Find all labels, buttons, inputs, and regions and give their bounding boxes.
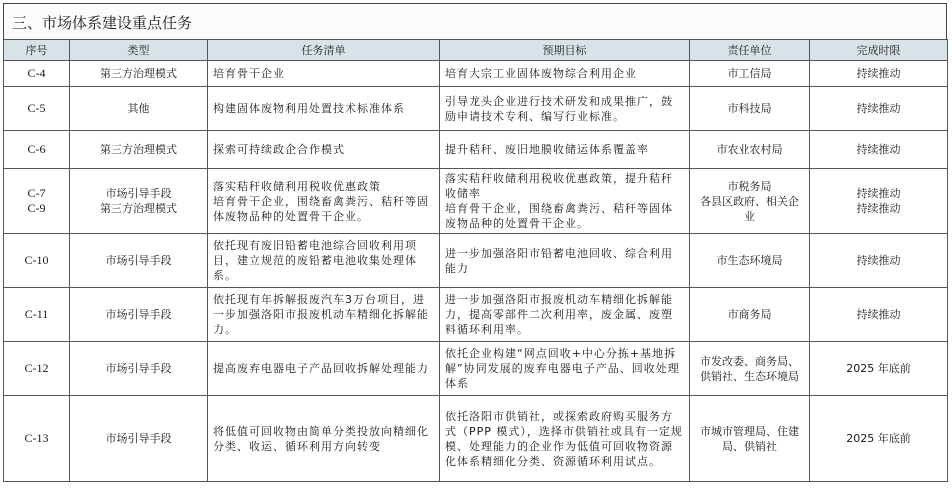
row-goal [440, 169, 690, 234]
row-id: C-5 [4, 87, 70, 131]
row-task: 探索可持续政企合作模式 [208, 131, 440, 169]
row-id [4, 169, 70, 234]
row-task: 构建固体废物利用处置技术标准体系 [208, 87, 440, 131]
header-task: 任务清单 [208, 40, 440, 61]
row-deadline: 2025 年底前 [810, 342, 948, 396]
section-title: 三、市场体系建设重点任务 [12, 14, 193, 32]
row-deadline-secondary: 持续推动 [856, 202, 901, 215]
row-deadline: 持续推动 [810, 131, 948, 169]
header-goal: 预期目标 [440, 40, 690, 61]
row-id: C-4 [4, 61, 70, 87]
row-goal: 依托洛阳市供销社，或探索政府购买服务方式（PPP 模式），选择市供销社或具有一定规模、处理能力的企业作为低值可回收物资源化体系精细化分类、资源循环利用试点。 [440, 396, 690, 482]
header-deadline: 完成时限 [810, 40, 948, 61]
row-type: 第三方治理模式 [70, 131, 208, 169]
row-task: 将低值可回收物由简单分类投放向精细化分类、收运、循环利用方向转变 [208, 396, 440, 482]
row-goal: 进一步加强洛阳市报废机动车精细化拆解能力，提高零部件二次利用率，废金属、废塑料循环利用率。 [440, 288, 690, 342]
row-unit: 市发改委、商务局、供销社、生态环境局 [690, 342, 810, 396]
row-unit [690, 169, 810, 234]
row-id: C-13 [4, 396, 70, 482]
row-goal: 依托企业构建“网点回收+中心分拣+基地拆解”协同发展的废弃电器电子产品、回收处理体系 [440, 342, 690, 396]
row-type: 第三方治理模式 [70, 61, 208, 87]
row-goal-secondary: 培育骨干企业，围绕畜禽粪污、秸秆等固体废物品种的处置骨干企业。 [445, 202, 673, 230]
table-row [4, 342, 948, 396]
row-id: C-10 [4, 234, 70, 288]
row-unit: 市城市管理局、住建局、供销社 [690, 396, 810, 482]
row-type: 市场引导手段 [70, 288, 208, 342]
row-deadline-primary: 持续推动 [856, 187, 901, 200]
row-unit: 市工信局 [690, 61, 810, 87]
row-goal: 培育大宗工业固体废物综合利用企业 [440, 61, 690, 87]
row-unit-secondary: 各县区政府、相关企业 [700, 194, 799, 223]
task-table [3, 39, 948, 482]
table-row [4, 61, 948, 87]
row-unit-primary: 市税务局 [727, 179, 772, 193]
row-task: 依托现有年拆解报废汽车3万台项目，进一步加强洛阳市报废机动车精细化拆解能力。 [208, 288, 440, 342]
table-row [4, 288, 948, 342]
row-type-primary: 市场引导手段 [105, 187, 172, 200]
row-task: 依托现有废旧铅蓄电池综合回收利用项目，建立规范的废铅蓄电池收集处理体系。 [208, 234, 440, 288]
row-goal: 进一步加强洛阳市铅蓄电池回收、综合利用能力 [440, 234, 690, 288]
row-deadline [810, 169, 948, 234]
row-id-primary: C-7 [27, 186, 46, 200]
row-id-secondary: C-9 [27, 201, 46, 215]
row-goal: 提升秸秆、废旧地膜收储运体系覆盖率 [440, 131, 690, 169]
row-unit: 市农业农村局 [690, 131, 810, 169]
table-row [4, 169, 948, 234]
row-deadline: 持续推动 [810, 234, 948, 288]
row-type: 市场引导手段 [70, 396, 208, 482]
row-deadline: 持续推动 [810, 288, 948, 342]
row-type: 市场引导手段 [70, 234, 208, 288]
row-task [208, 169, 440, 234]
section-title-bar [3, 3, 947, 39]
row-goal: 引导龙头企业进行技术研发和成果推广，鼓励申请技术专利、编写行业标准。 [440, 87, 690, 131]
row-id: C-12 [4, 342, 70, 396]
row-unit: 市科技局 [690, 87, 810, 131]
row-unit: 市商务局 [690, 288, 810, 342]
row-goal-primary: 落实秸秆收储利用税收优惠政策，提升秸秆收储率 [445, 172, 673, 200]
header-unit: 责任单位 [690, 40, 810, 61]
table-row [4, 234, 948, 288]
row-unit: 市生态环境局 [690, 234, 810, 288]
row-task-primary: 落实秸秆收储利用税收优惠政策 [213, 179, 381, 193]
row-id: C-6 [4, 131, 70, 169]
row-task-secondary: 培育骨干企业，围绕畜禽粪污、秸秆等固体废物品种的处置骨干企业。 [213, 194, 429, 223]
row-type-secondary: 第三方治理模式 [100, 202, 177, 215]
row-type [70, 169, 208, 234]
table-row [4, 87, 948, 131]
row-task: 提高废弃电器电子产品回收拆解处理能力 [208, 342, 440, 396]
header-id: 序号 [4, 40, 70, 61]
row-task: 培育骨干企业 [208, 61, 440, 87]
table-header-row [4, 40, 948, 61]
row-deadline: 2025 年底前 [810, 396, 948, 482]
row-type: 其他 [70, 87, 208, 131]
header-type: 类型 [70, 40, 208, 61]
table-row [4, 131, 948, 169]
row-deadline: 持续推动 [810, 61, 948, 87]
row-deadline: 持续推动 [810, 87, 948, 131]
row-type: 市场引导手段 [70, 342, 208, 396]
table-row [4, 396, 948, 482]
row-id: C-11 [4, 288, 70, 342]
